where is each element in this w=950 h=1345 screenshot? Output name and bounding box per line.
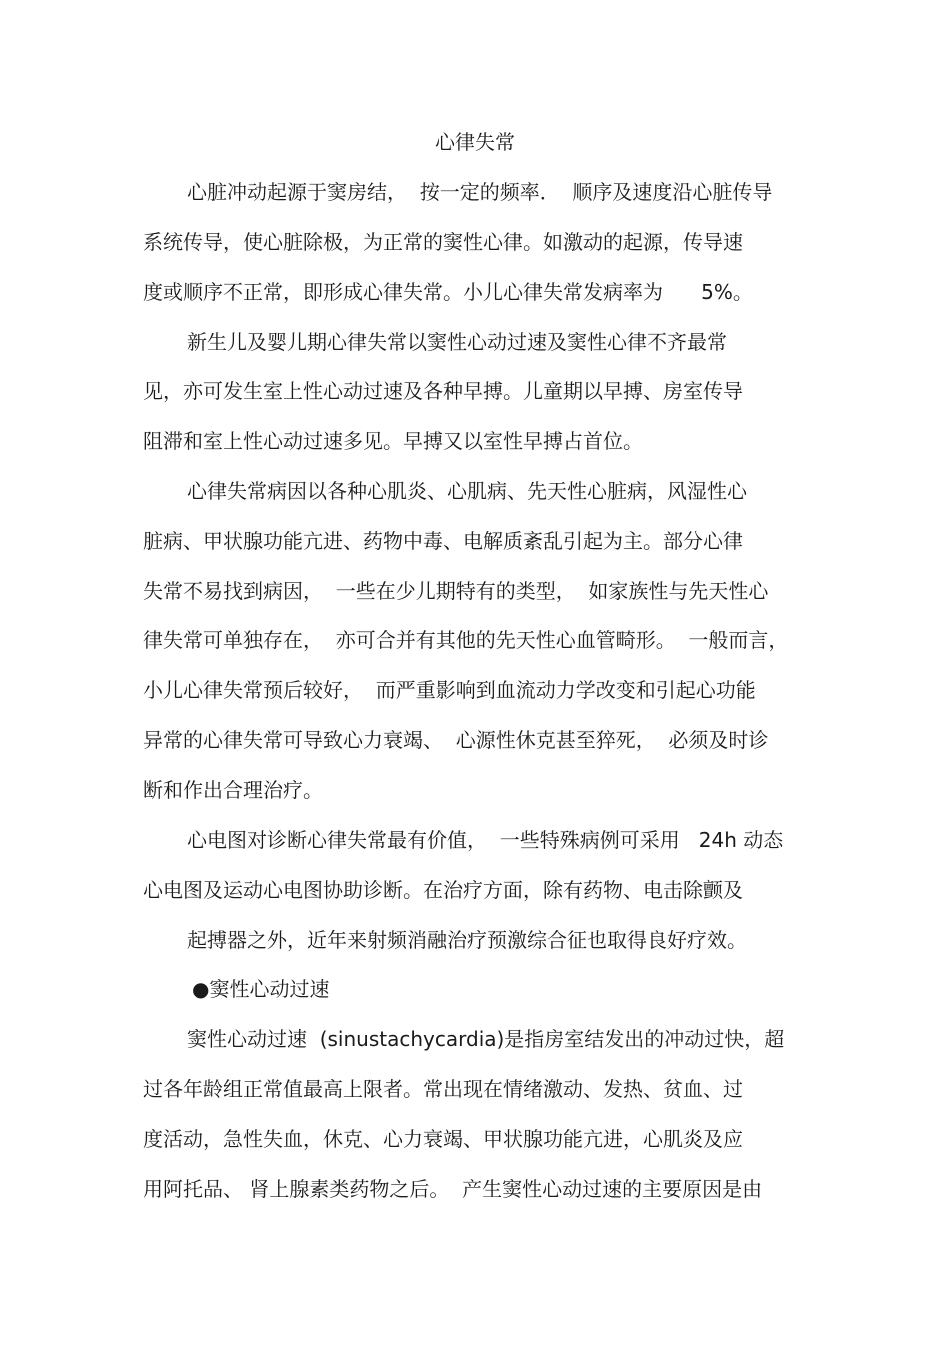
text-line: 心电图及运动心电图协助诊断。在治疗方面，除有药物、电击除颤及: [143, 878, 743, 902]
text-line: 失常不易找到病因， 一些在少儿期特有的类型， 如家族性与先天性心: [143, 579, 769, 603]
text-line: 系统传导，使心脏除极，为正常的窦性心律。如激动的起源，传导速: [143, 230, 743, 254]
text-line: 异常的心律失常可导致心力衰竭、 心源性休克甚至猝死， 必须及时诊: [143, 728, 769, 752]
text-line: 断和作出合理治疗。: [143, 778, 323, 802]
text-line: 心律失常病因以各种心肌炎、心肌病、先天性心脏病，风湿性心: [187, 479, 747, 503]
text-line: 度活动，急性失血，休克、心力衰竭、甲状腺功能亢进，心肌炎及应: [143, 1127, 743, 1151]
text-line: 见，亦可发生室上性心动过速及各种早搏。儿童期以早搏、房室传导: [143, 379, 743, 403]
text-line: 阻滞和室上性心动过速多见。早搏又以室性早搏占首位。: [143, 429, 643, 453]
text-line: 心脏冲动起源于窦房结， 按一定的频率． 顺序及速度沿心脏传导: [187, 180, 773, 204]
text-line: 窦性心动过速 (sinustachycardia)是指房室结发出的冲动过快，超: [187, 1027, 785, 1051]
text-line: 用阿托品、 肾上腺素类药物之后。 产生窦性心动过速的主要原因是由: [143, 1177, 763, 1201]
text-line: 新生儿及婴儿期心律失常以窦性心动过速及窦性心律不齐最常: [187, 330, 727, 354]
text-line: 心电图对诊断心律失常最有价值， 一些特殊病例可采用 24h 动态: [187, 828, 784, 852]
text-line: 小儿心律失常预后较好， 而严重影响到血流动力学改变和引起心功能: [143, 678, 756, 702]
text-line: 律失常可单独存在， 亦可合并有其他的先天性心血管畸形。 一般而言，: [143, 628, 789, 652]
text-line: 度或顺序不正常，即形成心律失常。小儿心律失常发病率为 5%。: [143, 280, 753, 304]
text-line: 起搏器之外，近年来射频消融治疗预激综合征也取得良好疗效。: [187, 928, 747, 952]
document-title: 心律失常: [435, 130, 515, 154]
text-line: 过各年龄组正常值最高上限者。常出现在情绪激动、发热、贫血、过: [143, 1077, 743, 1101]
text-line: 脏病、甲状腺功能亢进、药物中毒、电解质紊乱引起为主。部分心律: [143, 529, 743, 553]
section-heading: ●窦性心动过速: [192, 977, 330, 1001]
